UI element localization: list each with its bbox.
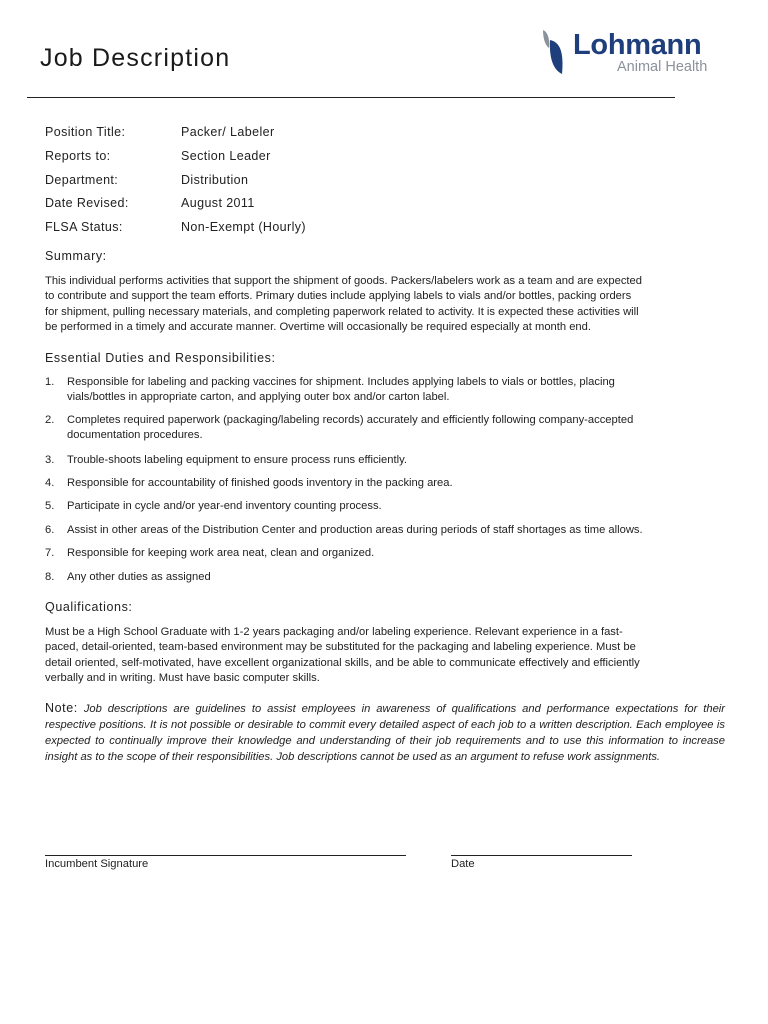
duty-text: vials/bottles in appropriate carton, and applying outer box and/or carton label. [67,391,450,404]
duty-text: Participate in cycle and/or year-end inventory counting process. [67,500,382,512]
duty-text: Responsible for labeling and packing vaccines for shipment. Includes applying labels to vials or bottles, placing [67,376,615,388]
logo-leaf-icon [540,28,574,76]
summary-paragraph [45,274,725,336]
qualifications-line: Must be a High School Graduate with 1-2 years packaging and/or labeling experience. Relevant experience in a fast- [45,626,623,638]
note-label: Note: [45,701,78,715]
date-label: Date [451,858,475,870]
duty-text: Responsible for keeping work area neat, clean and organized. [67,547,375,559]
duty-number: 4. [45,477,55,489]
summary-line: to contribute and support the team efforts. Primary duties include applying labels to vials and/or bottles, packing orders [45,290,632,303]
header-divider [27,97,675,98]
summary-line: This individual performs activities that support the shipment of goods. Packers/labelers work as a team and are expected [45,275,642,287]
qualifications-paragraph [45,625,725,687]
duty-number: 7. [45,547,55,559]
field-value: Packer/ Labeler [181,125,275,139]
duty-text: documentation procedures. [67,429,203,442]
incumbent-signature-label: Incumbent Signature [45,858,149,870]
qualifications-line: paced, detail-oriented, team-based environment may be substituted for the packaging and labeling experience. Must be [45,641,636,654]
duty-number: 1. [45,376,55,388]
date-signature-line[interactable] [451,855,632,856]
duty-text: Responsible for accountability of finished goods inventory in the packing area. [67,477,453,489]
duty-number: 3. [45,454,55,466]
duty-text: Trouble-shoots labeling equipment to ensure process runs efficiently. [67,454,407,466]
field-label: Date Revised: [45,196,129,210]
note-paragraph [45,700,725,765]
company-logo [540,28,730,78]
field-value: Distribution [181,173,249,187]
summary-line: for shipment, pulling necessary materials, and completing paperwork related to activity. It is expected these activities will [45,305,639,318]
qualifications-heading: Qualifications: [45,600,133,614]
duty-text: Assist in other areas of the Distribution Center and production areas during periods of staff shortages as time allows. [67,524,643,536]
page-title: Job Description [40,44,231,72]
duty-number: 6. [45,524,55,536]
field-label: FLSA Status: [45,220,123,234]
duties-heading: Essential Duties and Responsibilities: [45,351,276,365]
logo-subtitle: Animal Health [617,59,708,75]
summary-line: be performed in a timely and accurate manner. Overtime will occasionally be required especially at month end. [45,321,591,334]
field-label: Reports to: [45,149,111,163]
duty-text: Completes required paperwork (packaging/labeling records) accurately and efficiently following company-accepted [67,414,634,426]
qualifications-line: verbally and in writing. Must have basic computer skills. [45,672,320,685]
logo-name: Lohmann [573,29,702,61]
duty-text: Any other duties as assigned [67,571,211,583]
duty-number: 8. [45,571,55,583]
qualifications-line: detail oriented, self-motivated, have excellent organizational skills, and be able to communicate effectively and efficiently [45,656,640,669]
field-value: August 2011 [181,196,255,210]
incumbent-signature-line[interactable] [45,855,406,856]
summary-heading: Summary: [45,249,107,263]
duty-number: 5. [45,500,55,512]
field-label: Position Title: [45,125,126,139]
duty-number: 2. [45,414,55,426]
note-body: Job descriptions are guidelines to assist employees in awareness of qualifications and performance expectations for their respective positions. It is not possible or desirable to commit every detailed aspect of each job to a written description. Each employee is expected to continually improve their knowledge and understanding of their job requirements and to use this information to increase insight as to the scope of their responsibilities. Job descriptions cannot be used as an argument to refuse work assignments. [45,703,726,763]
field-value: Section Leader [181,149,271,163]
field-label: Department: [45,173,119,187]
field-value: Non-Exempt (Hourly) [181,220,306,234]
